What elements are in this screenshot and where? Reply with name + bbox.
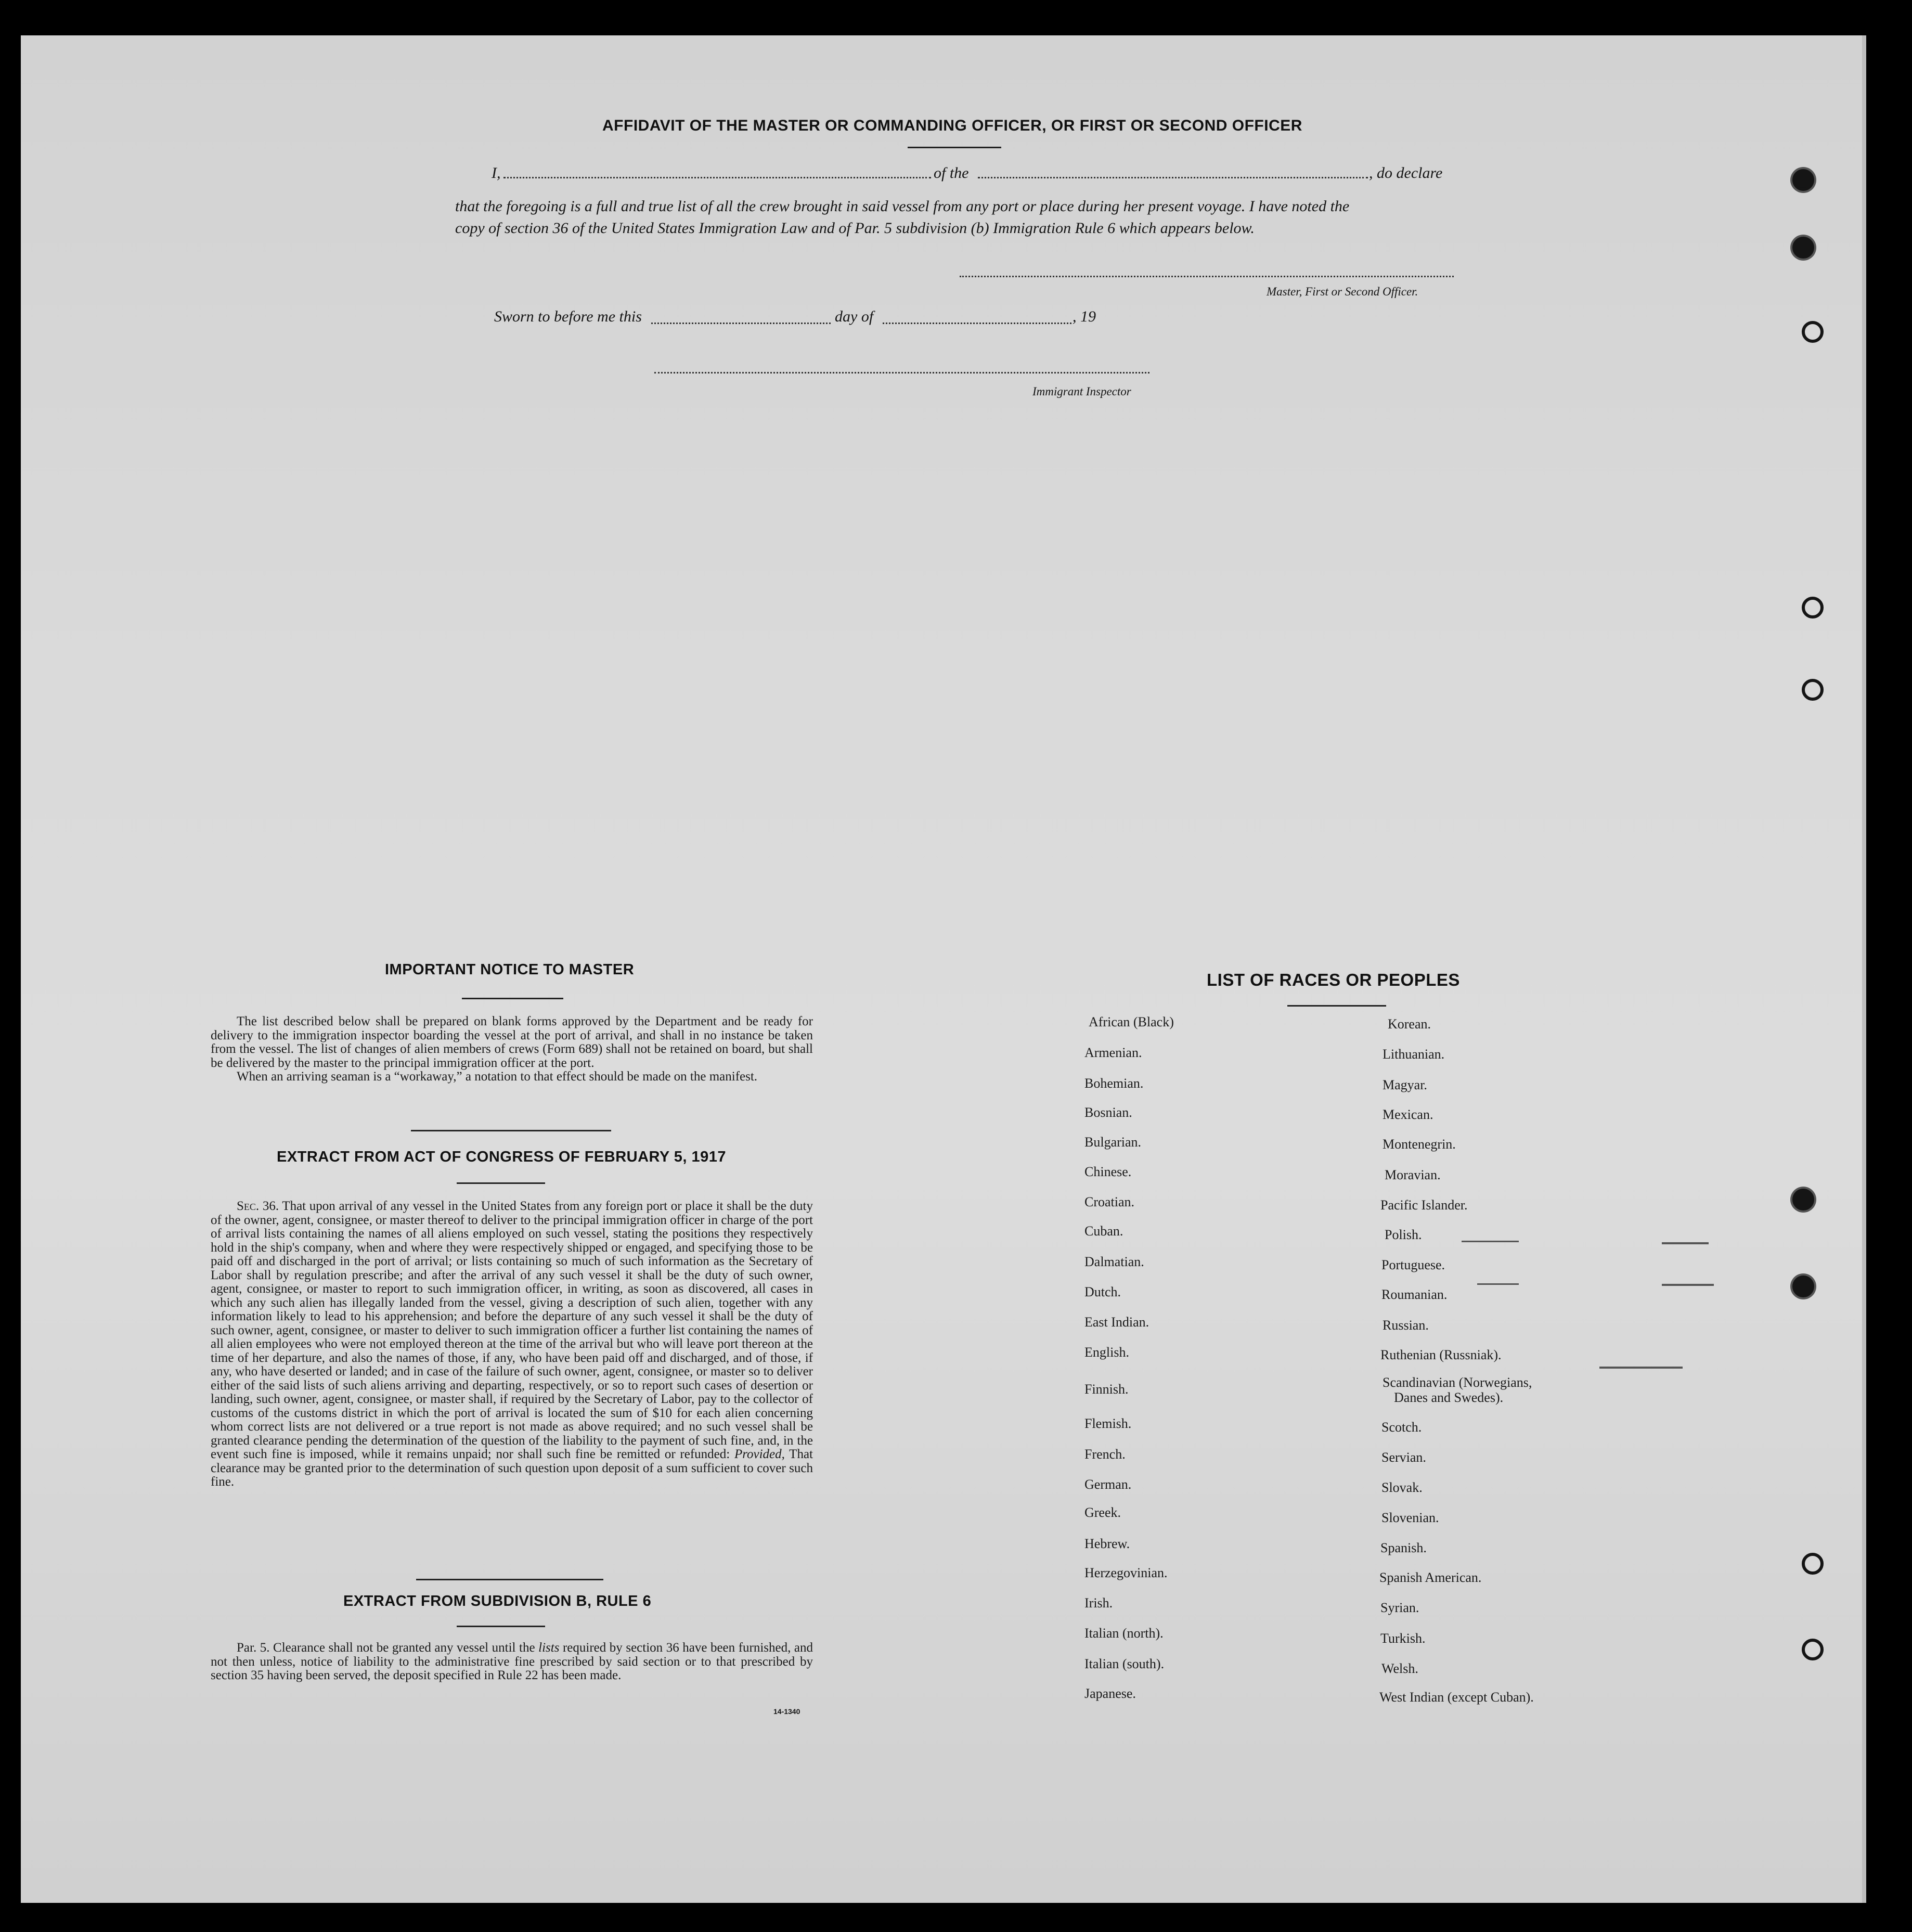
race-item: German. xyxy=(1084,1477,1132,1492)
race-item: Danes and Swedes). xyxy=(1394,1390,1504,1405)
race-item: Roumanian. xyxy=(1381,1287,1448,1302)
race-item: Italian (south). xyxy=(1084,1656,1165,1671)
race-item: Slovak. xyxy=(1381,1480,1423,1495)
officer-signature-label: Master, First or Second Officer. xyxy=(1267,285,1418,298)
notice-divider xyxy=(411,1130,611,1131)
race-item: Welsh. xyxy=(1381,1661,1418,1676)
race-item: Spanish. xyxy=(1380,1540,1427,1555)
race-item: Herzegovinian. xyxy=(1084,1565,1168,1580)
race-item: Dalmatian. xyxy=(1084,1254,1144,1269)
race-item: Bosnian. xyxy=(1084,1105,1132,1120)
binder-hole xyxy=(1802,1553,1824,1575)
lists-word: lists xyxy=(538,1641,560,1655)
race-item: Slovenian. xyxy=(1381,1510,1439,1525)
race-item: Croatian. xyxy=(1084,1194,1135,1209)
notice-text xyxy=(211,1015,813,1084)
race-item: Servian. xyxy=(1381,1450,1426,1465)
binder-hole xyxy=(1792,1189,1814,1210)
rule-extract-text xyxy=(211,1641,813,1683)
race-item: Irish. xyxy=(1084,1595,1113,1611)
vessel-name-field[interactable] xyxy=(978,177,1368,178)
binder-hole xyxy=(1792,1276,1814,1297)
form-number: 14-1340 xyxy=(773,1707,800,1716)
race-item: Spanish American. xyxy=(1379,1570,1482,1585)
binder-hole xyxy=(1792,169,1814,191)
bleed-through-mark xyxy=(1599,1367,1683,1369)
race-item: Russian. xyxy=(1383,1318,1429,1333)
sworn-start: Sworn to before me this xyxy=(494,308,642,325)
affidavit-line1-mid: of the xyxy=(934,164,969,182)
section-36-text: That upon arrival of any vessel in the United States from any foreign port or place it shall be the duty of the owner, agent, consignee, or master thereof to deliver to the principal immigration officer in charge of the port of arrival lists containing the names of all aliens employed on such vessel, stating the positions they respectively hold in the ship's company, when and where they were respectively shipped or engaged, and specifying those to be paid off and discharged in the port of arrival; or lists containing so much of such information as the Secretary of Labor shall by regulation prescribe; and after the arrival of any such vessel it shall be the duty of such owner, agent, consignee, or master to report to such immigration officer, in writing, as soon as discovered, all cases in which any such alien has illegally landed from the vessel, giving a description of such alien, together with any information likely to lead to his apprehension; and before the departure of any such vessel it shall be the duty of such owner, agent, consignee, or master to deliver to such immigration officer a further list containing the names of all alien employees who were not employed thereon at the time of the arrival but who will leave port thereon at the time of her departure, and also the names of those, if any, who have been paid off and discharged, and of those, if any, who have deserted or landed; and in case of the failure of such owner, agent, consignee, or master so to deliver either of the said lists of such aliens arriving and departing, respectively, or so to report such cases of desertion or landing, such owner, agent, consignee, or master shall, if required by the Secretary of Labor, pay to the collector of customs of the customs district in which the port of arrival is located the sum of $10 for each alien concerning whom correct lists are not delivered or a true report is not made as above required; and no such vessel shall be granted clearance pending the determination of the question of the liability to the payment of such fine, and, in the event such fine is imposed, while it remains unpaid; nor shall such fine be remitted or refunded: xyxy=(211,1199,813,1461)
bleed-through-mark xyxy=(1662,1284,1714,1286)
races-title: LIST OF RACES OR PEOPLES xyxy=(1207,970,1460,989)
race-item: Armenian. xyxy=(1084,1045,1142,1060)
affidavit-line1-start: I, xyxy=(492,164,501,182)
race-item: Pacific Islander. xyxy=(1380,1197,1468,1213)
race-item: Lithuanian. xyxy=(1383,1047,1445,1062)
act-extract-title-rule xyxy=(457,1182,545,1184)
act-extract-text xyxy=(211,1200,813,1489)
race-item: West Indian (except Cuban). xyxy=(1379,1690,1534,1705)
binder-hole xyxy=(1802,597,1824,619)
race-item: Montenegrin. xyxy=(1383,1137,1456,1152)
sworn-day-field[interactable] xyxy=(651,323,831,324)
affidavit-title-rule xyxy=(908,147,1001,148)
race-item: Turkish. xyxy=(1380,1631,1426,1646)
rule-text-a: Par. 5. Clearance shall not be granted any vessel until the xyxy=(237,1641,535,1655)
race-item: Korean. xyxy=(1388,1016,1431,1032)
section-label: Sec. 36. xyxy=(237,1199,279,1213)
master-name-field[interactable] xyxy=(503,177,931,178)
act-extract-title: EXTRACT FROM ACT OF CONGRESS OF FEBRUARY 5, 1917 xyxy=(277,1149,727,1165)
notice-para-1: The list described below shall be prepared on blank forms approved by the Department and be ready for delivery to the immigration inspector boarding the vessel at the port of arrival, and shall in no instance be taken from the vessel. The list of changes of alien members of crews (Form 689) shall not be retained on board, but shall be delivered by the master to the principal immigration officer at the port. xyxy=(211,1014,813,1070)
race-item: Bulgarian. xyxy=(1084,1135,1142,1150)
binder-hole xyxy=(1802,679,1824,701)
inspector-signature-label: Immigrant Inspector xyxy=(1032,385,1131,398)
race-item: Dutch. xyxy=(1084,1284,1121,1299)
affidavit-body-line1: that the foregoing is a full and true list of all the crew brought in said vessel from any port or place during her present voyage. I have noted the xyxy=(455,198,1350,215)
sworn-month-field[interactable] xyxy=(883,323,1071,324)
race-item: Italian (north). xyxy=(1084,1626,1164,1641)
race-item: Finnish. xyxy=(1084,1382,1129,1397)
act-extract-divider xyxy=(416,1579,603,1580)
race-item: African (Black) xyxy=(1089,1014,1174,1029)
bleed-through-mark xyxy=(1662,1242,1709,1244)
binder-hole xyxy=(1792,237,1814,259)
binder-hole xyxy=(1802,1639,1824,1660)
race-item: Magyar. xyxy=(1383,1077,1427,1092)
affidavit-body-line2: copy of section 36 of the United States Immigration Law and of Par. 5 subdivision (b) Immigration Rule 6 which appears below. xyxy=(455,220,1255,237)
race-item: Scotch. xyxy=(1381,1420,1422,1435)
officer-signature-field[interactable] xyxy=(960,276,1454,277)
race-item: East Indian. xyxy=(1084,1315,1149,1330)
rule-extract-title-rule xyxy=(457,1626,545,1627)
inspector-signature-field[interactable] xyxy=(654,372,1149,373)
notice-title: IMPORTANT NOTICE TO MASTER xyxy=(385,961,635,978)
race-item: Flemish. xyxy=(1084,1416,1132,1431)
notice-para-2: When an arriving seaman is a “workaway,” a notation to that effect should be made on the manifest. xyxy=(237,1070,758,1084)
race-item: Japanese. xyxy=(1084,1686,1136,1701)
race-item: Polish. xyxy=(1385,1227,1422,1242)
race-item: Portuguese. xyxy=(1381,1257,1445,1272)
race-item: Bohemian. xyxy=(1084,1076,1144,1091)
race-item: Ruthenian (Russniak). xyxy=(1380,1347,1502,1362)
race-item: English. xyxy=(1084,1345,1129,1360)
notice-title-rule xyxy=(462,998,563,999)
race-item: Hebrew. xyxy=(1084,1536,1130,1551)
race-item: Cuban. xyxy=(1084,1223,1123,1239)
races-title-rule xyxy=(1287,1005,1386,1007)
race-item: Syrian. xyxy=(1380,1600,1419,1615)
affidavit-line1-end: , do declare xyxy=(1369,164,1443,182)
binder-hole xyxy=(1802,321,1824,343)
bleed-through-mark xyxy=(1462,1241,1519,1242)
rule-text-b: required by section 36 have been furnished, and not then unless, notice of liability to the administrative fine prescribed by said section or to that prescribed by section 35 having been served, the deposit specified in Rule 22 has been made. xyxy=(211,1641,813,1682)
rule-extract-title: EXTRACT FROM SUBDIVISION B, RULE 6 xyxy=(343,1593,652,1609)
bleed-through-mark xyxy=(1477,1283,1519,1285)
race-item: Moravian. xyxy=(1385,1167,1441,1182)
document-page xyxy=(21,35,1866,1903)
section-36-text-end: That clearance may be granted prior to the determination of such question upon deposit of a sum sufficient to cover such fine. xyxy=(211,1447,813,1489)
sworn-mid: day of xyxy=(835,308,874,325)
race-item: Scandinavian (Norwegians, xyxy=(1383,1375,1532,1390)
race-item: Greek. xyxy=(1084,1505,1121,1520)
race-item: Mexican. xyxy=(1383,1107,1433,1122)
race-item: French. xyxy=(1084,1447,1126,1462)
sworn-end: , 19 xyxy=(1073,308,1096,325)
provided-label: Provided, xyxy=(734,1447,785,1461)
affidavit-title: AFFIDAVIT OF THE MASTER OR COMMANDING OFFICER, OR FIRST OR SECOND OFFICER xyxy=(602,117,1302,134)
race-item: Chinese. xyxy=(1084,1164,1132,1179)
